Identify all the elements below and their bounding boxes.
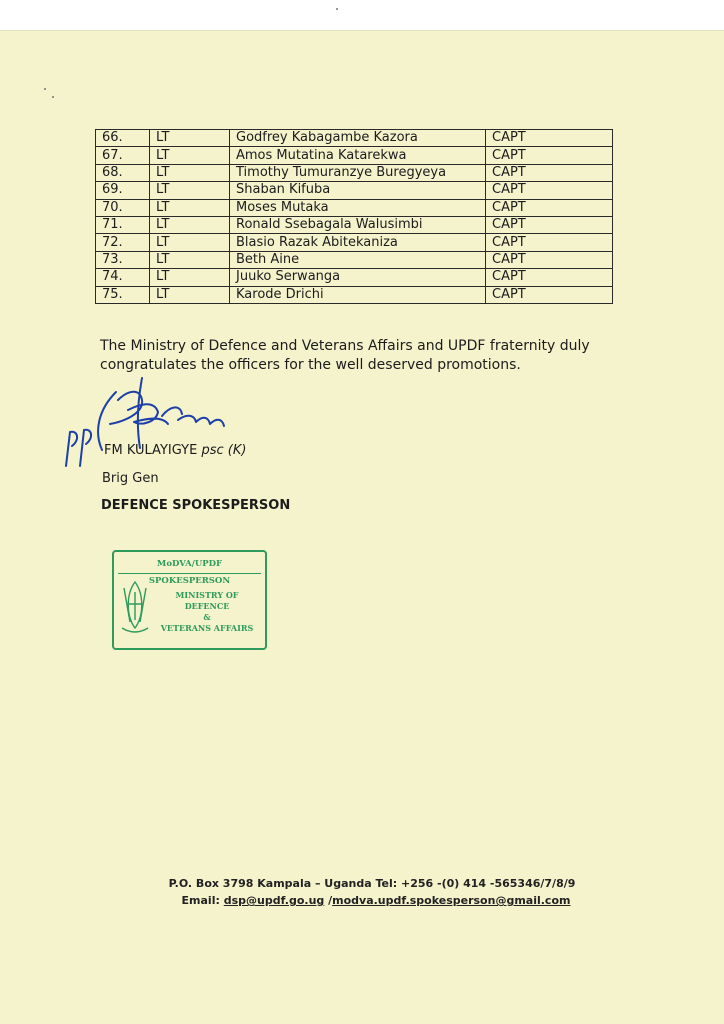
signatory-name: FM KULAYIGYE xyxy=(104,443,198,458)
stamp-header: MoDVA/UPDF SPOKESPERSON xyxy=(118,556,261,574)
scan-speck xyxy=(52,96,54,98)
current-rank: LT xyxy=(150,286,230,303)
current-rank: LT xyxy=(150,130,230,147)
row-number: 68. xyxy=(96,164,150,181)
new-rank: CAPT xyxy=(486,286,613,303)
scan-speck xyxy=(44,88,46,90)
officer-name: Shaban Kifuba xyxy=(230,182,486,199)
footer-address: P.O. Box 3798 Kampala – Uganda Tel: +256 -(0) 414 -565346/7/8/9 xyxy=(168,877,576,890)
new-rank: CAPT xyxy=(486,216,613,233)
closing-line: congratulates the officers for the well deserved promotions. xyxy=(100,357,521,373)
current-rank: LT xyxy=(150,216,230,233)
new-rank: CAPT xyxy=(486,130,613,147)
stamp-line: VETERANS AFFAIRS xyxy=(160,623,254,633)
officer-name: Beth Aine xyxy=(230,251,486,268)
handwritten-signature xyxy=(58,370,248,480)
current-rank: LT xyxy=(150,251,230,268)
stamp-line: MINISTRY OF DEFENCE xyxy=(175,590,239,611)
row-number: 72. xyxy=(96,234,150,251)
new-rank: CAPT xyxy=(486,199,613,216)
signatory-name-line xyxy=(104,443,246,458)
email-link-gmail[interactable]: modva.updf.spokesperson@gmail.com xyxy=(332,894,571,907)
current-rank: LT xyxy=(150,147,230,164)
officer-name: Amos Mutatina Katarekwa xyxy=(230,147,486,164)
new-rank: CAPT xyxy=(486,269,613,286)
table-row xyxy=(96,251,613,268)
promotion-table-body xyxy=(96,130,613,304)
officer-name: Ronald Ssebagala Walusimbi xyxy=(230,216,486,233)
officer-name: Timothy Tumuranzye Buregyeya xyxy=(230,164,486,181)
table-row xyxy=(96,216,613,233)
row-number: 74. xyxy=(96,269,150,286)
table-row xyxy=(96,147,613,164)
footer-email-separator: / xyxy=(324,894,333,907)
table-row xyxy=(96,182,613,199)
current-rank: LT xyxy=(150,199,230,216)
footer-email-label: Email: xyxy=(181,894,220,907)
officer-name: Godfrey Kabagambe Kazora xyxy=(230,130,486,147)
promotion-table xyxy=(95,129,613,304)
footer-email-line xyxy=(14,894,724,907)
officer-name: Juuko Serwanga xyxy=(230,269,486,286)
stamp-line: & xyxy=(203,612,211,622)
scan-top-margin xyxy=(0,0,724,31)
row-number: 66. xyxy=(96,130,150,147)
current-rank: LT xyxy=(150,234,230,251)
signatory-title: DEFENCE SPOKESPERSON xyxy=(101,498,291,513)
table-row xyxy=(96,269,613,286)
signatory-qualification: psc (K) xyxy=(201,443,247,458)
email-link-updf[interactable]: dsp@updf.go.ug xyxy=(223,894,325,907)
row-number: 70. xyxy=(96,199,150,216)
current-rank: LT xyxy=(150,269,230,286)
table-row xyxy=(96,234,613,251)
row-number: 71. xyxy=(96,216,150,233)
officer-name: Blasio Razak Abitekaniza xyxy=(230,234,486,251)
table-row xyxy=(96,130,613,147)
uganda-coat-of-arms-icon xyxy=(120,578,150,640)
table-row xyxy=(96,286,613,303)
scan-speck xyxy=(336,8,338,10)
row-number: 75. xyxy=(96,286,150,303)
new-rank: CAPT xyxy=(486,147,613,164)
officer-name: Moses Mutaka xyxy=(230,199,486,216)
official-stamp xyxy=(112,550,267,650)
table-row xyxy=(96,199,613,216)
current-rank: LT xyxy=(150,164,230,181)
officer-name: Karode Drichi xyxy=(230,286,486,303)
row-number: 67. xyxy=(96,147,150,164)
signatory-rank: Brig Gen xyxy=(102,471,159,486)
table-row xyxy=(96,164,613,181)
new-rank: CAPT xyxy=(486,182,613,199)
row-number: 69. xyxy=(96,182,150,199)
new-rank: CAPT xyxy=(486,251,613,268)
current-rank: LT xyxy=(150,182,230,199)
new-rank: CAPT xyxy=(486,234,613,251)
stamp-text xyxy=(152,590,262,634)
new-rank: CAPT xyxy=(486,164,613,181)
closing-line: The Ministry of Defence and Veterans Affairs and UPDF fraternity duly xyxy=(100,338,590,354)
row-number: 73. xyxy=(96,251,150,268)
